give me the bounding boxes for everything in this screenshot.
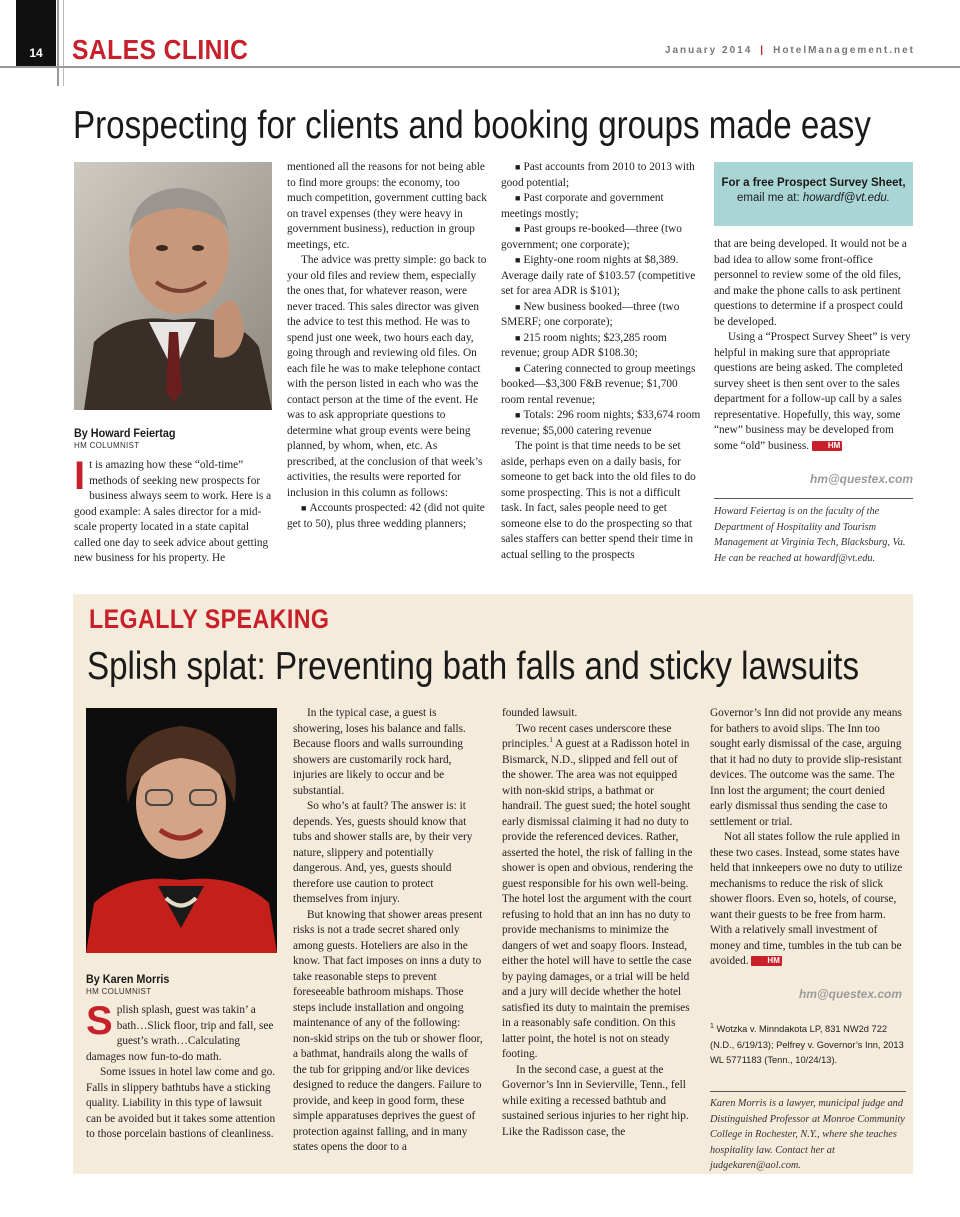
bullet-item: ■ Past corporate and government meetings mostly; [501,191,701,222]
column-2 [287,160,487,532]
paragraph [714,330,914,454]
paragraph: In the second case, a guest at the Governor’s Inn in Sevierville, Tenn., fell while exiting a recessed bathtub and sustained serious injuries to her right hip. Like the Radisson case, the [502,1063,689,1138]
footnote-marker: 1 [549,736,553,745]
header-divider [63,0,64,86]
issue-date: January 2014 [664,45,753,56]
paragraph: Some issues in hotel law come and go. Falls in slippery bathtubs have a sticking quality. Liability in this type of lawsuit can be avoided but it takes some attention to those porcelain bastions of cleanliness. [86,1066,276,1140]
byline [86,972,179,996]
paragraph-text: A guest at a Radisson hotel in Bismarck, N.D., slipped and fell out of the shower. The area was not equipped with non-skid strips, a bathmat or handrail. The guest sued; the hotel sought early dismissal claiming it had no duty to provide the referenced devices. Rather, asserted the hotel, the risk of falling in the shower is open and obvious, rendering the guest responsible for his own well-being. The hotel lost the argument with the court refusing to hold that an inn has no duty to provide mechanisms to minimize the dangers of wet and soapy floors. Instead, either the hotel will have to settle the case by paying damages, or a trial will be held and a jury will decide whether the hotel satisfied its duty to maintain the premises in a reasonably safe condition. On this latter point, the hotel is not on steady footing. [502,738,694,1060]
column-3 [502,706,694,1140]
bullet-item: ■ New business booked—three (two SMERF; one corporate); [501,300,701,331]
column-2 [293,706,483,1156]
paragraph: founded lawsuit. [502,707,578,719]
paragraph-text: Using a “Prospect Survey Sheet” is very helpful in making sure that appropriate questions are being asked. The completed survey sheet is then sent over to the sales department for a follow-up call by a sales representative. Hopefully, this way, some “new” business may be developed from some “old” business. [714,331,911,452]
paragraph: t is amazing how these “old-time” methods of seeking new prospects for business always seem to work. Here is a good example: A sales director for a mid-scale property located in a state capital called one day to seek advice about getting new business for his property. He [74,459,272,564]
bullet-item: ■ Eighty-one room nights at $8,389. Average daily rate of $103.57 (competitive set for area ADR is $101); [501,253,701,300]
bio-divider [710,1091,906,1092]
author-bio: Karen Morris is a lawyer, municipal judge and Distinguished Professor at Monroe Community College in Rochester, N.Y., where she teaches hospitality law. Contact her at judgekaren@aol.com. [710,1098,905,1171]
drop-cap: I [74,454,86,498]
promo-box [714,162,913,226]
header-divider [57,0,59,86]
issue-info [665,45,915,56]
column-4 [710,706,905,970]
column-3 [501,160,701,563]
paragraph: But knowing that shower areas present risks is not a trade secret shared only among guests. Hoteliers are also in the know. That fact imposes on inns a duty to take reasonable steps to prevent foreseeable bathroom mishaps. Those steps include installation and ongoing maintenance of any of the following: non-skid strips on the tub or shower floor, a bathmat, handrails along the walls of the tub for gripping and/or like devices designed to reduce the dangers. Failure to provide, and keep in good form, these simple apparatuses deprives the guest of protection against falling, and in many states opens the door to a [293,908,483,1153]
hm-end-mark-icon: HM [812,441,842,451]
site-link[interactable]: HotelManagement.net [773,45,915,56]
paragraph: In the typical case, a guest is showering, loses his balance and falls. Because floors and walls surrounding showers are customarily rock hard, injuries are likely to occur and be substantial. [293,707,466,797]
issue-separator: | [760,45,766,56]
promo-headline: For a free Prospect Survey Sheet, [721,177,906,189]
author-bio: Howard Feiertag is on the faculty of the Department of Hospitality and Tourism Management at Virginia Tech, Blacksburg, Va. He can be reached at howardf@vt.edu. [714,506,906,564]
bio-divider [714,498,913,499]
author-photo [74,162,272,410]
footnote [710,1019,905,1069]
header-rule [0,66,960,68]
author-role: HM COLUMNIST [74,441,140,450]
paragraph: The point is that time needs to be set aside, perhaps even on a daily basis, for someone to get back into the old files to do some prospecting. This is not a difficult task. In fact, sales people need to get someone else to do the prospecting so that sales staffers can better spend their time in actual selling to the prospects [501,440,696,561]
paragraph: mentioned all the reasons for not being able to find more groups: the economy, too much competition, government cutting back on travel expenses (they were heavy in government business), reduction in group meetings, etc. [287,161,487,251]
promo-email-link[interactable]: howardf@vt.edu. [802,192,890,204]
paragraph-text: Not all states follow the rule applied in these two cases. Instead, some states have held that innkeepers owe no duty to utilize mechanisms to reduce the risk of slick shower floors. Even so, hotels, of course, want their guests to be free from harm. With a relatively small investment of money and time, tumbles in the tub can be avoided. [710,831,903,967]
paragraph [710,830,905,970]
bullet-item: ■ Accounts prospected: 42 (did not quite get to 50), plus three wedding planners; [287,501,487,532]
bullet-item: ■ Totals: 296 room nights; $33,674 room revenue; $5,000 catering revenue [501,408,701,439]
email-link[interactable]: hm@questex.com [809,472,913,486]
article-title: Splish splat: Preventing bath falls and sticky lawsuits [87,645,860,688]
section-label: SALES CLINIC [72,34,249,65]
author-role: HM COLUMNIST [86,987,152,996]
page-number: 14 [16,0,56,66]
author-name: By Karen Morris [86,972,170,986]
section-label: LEGALLY SPEAKING [89,604,330,634]
email-link[interactable]: hm@questex.com [798,987,902,1001]
bullet-item: ■ Past groups re-booked—three (two government; one corporate); [501,222,701,253]
author-name: By Howard Feiertag [74,426,176,440]
paragraph: that are being developed. It would not be a bad idea to allow some front-office personnel to review some of the old files, and make the phone calls to ask pertinent questions to determine if a prospect could be developed. [714,238,907,328]
bullet-item: ■ Past accounts from 2010 to 2013 with good potential; [501,160,701,191]
paragraph: plish splash, guest was takin’ a bath…Slick floor, trip and fall, see guest’s wrath…Calculating damages now fun-to-do math. [86,1004,274,1063]
paragraph [502,722,694,1063]
column-1 [86,999,279,1143]
paragraph: The advice was pretty simple: go back to your old files and review them, especially the ones that, for whatever reason, were never traced. This sales director was given the advice to test this method. He was to spend just one week, two hours each day, going through and reviewing old files. On each file he was to make telephone contact with the person listed in each who was the contact person at the time of the event. He was to ask appropriate questions to determine what group events were being planned, by whom, when, etc. As prescribed, at the conclusion of that week’s activities, the results were reported for inclusion in this column as follows: [287,254,487,499]
promo-prefix: email me at: [737,192,803,204]
bullet-item: ■ 215 room nights; $23,285 room revenue; group ADR $108.30; [501,331,701,362]
column-4 [714,237,914,454]
paragraph-text: Two recent cases underscore these principles. [502,722,672,750]
drop-cap: S [86,999,113,1043]
paragraph: Governor’s Inn did not provide any means for bathers to avoid slips. The Inn too sought early dismissal of the case, arguing that it had no duty to provide slip-resistant devices. The outcome was the same. The Inn lost the argument; the court denied early dismissal thus sending the case to settlement or trial. [710,707,902,828]
footnote-number: 1 [710,1023,714,1030]
promo-contact [714,191,913,206]
hm-end-mark-icon: HM [751,956,781,966]
article-title: Prospecting for clients and booking groups made easy [73,104,871,147]
paragraph: So who’s at fault? The answer is: it depends. Yes, guests should know that tubs and shower stalls are, by their very nature, slippery and potentially dangerous. And, yes, guests should therefore use caution to protect themselves from injury. [293,800,473,905]
byline [74,426,187,450]
footnote-text: Wotzka v. Minndakota LP, 831 NW2d 722 (N.D., 6/19/13); Pelfrey v. Governor’s Inn, 2013 WL 5771183 (Tenn., 10/24/13). [710,1024,904,1066]
bullet-item: ■ Catering connected to group meetings booked—$3,300 F&B revenue; $1,700 room rental revenue; [501,362,701,409]
author-photo [86,708,277,953]
column-1 [74,454,272,567]
